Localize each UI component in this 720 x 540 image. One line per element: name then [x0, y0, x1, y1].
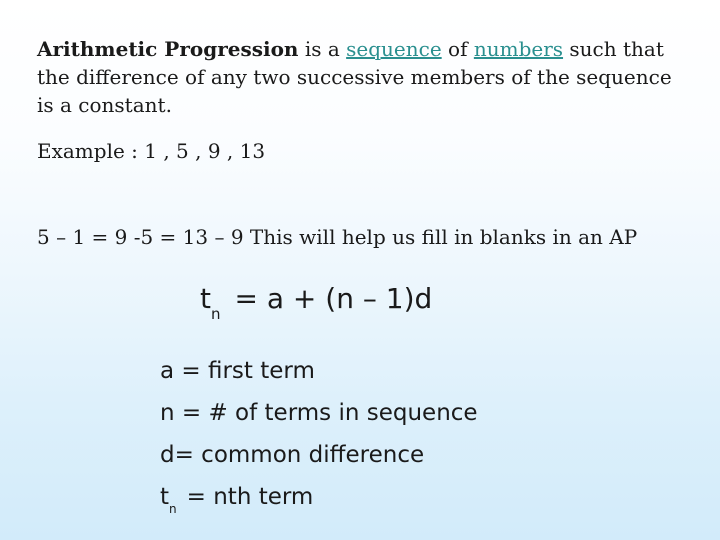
variable-definitions: [160, 350, 478, 521]
variable-tn-definition: [160, 476, 478, 521]
definition-text-3: such that the difference of any two successive members of the sequence is a constant.: [37, 37, 672, 117]
variable-base: t: [160, 484, 170, 510]
variable-n-definition: [160, 392, 478, 434]
difference-note: This will help us fill in blanks in an AP: [249, 225, 638, 249]
formula-rhs: = a + (n – 1)d: [234, 282, 433, 315]
variable-subscript: n: [169, 502, 177, 516]
sequence-link[interactable]: sequence: [346, 37, 442, 61]
variable-a-definition: [160, 350, 478, 392]
formula-lhs-base: t: [200, 282, 211, 315]
definition-text-1: is a: [298, 37, 347, 61]
definition-paragraph: [37, 35, 687, 119]
variable-label: d= common difference: [160, 442, 425, 468]
variable-label: a = first term: [160, 358, 315, 384]
variable-d-definition: [160, 434, 478, 476]
variable-label: = nth term: [186, 484, 314, 510]
difference-equation: 5 – 1 = 9 -5 = 13 – 9: [37, 225, 244, 249]
nth-term-formula: [200, 282, 433, 323]
variable-label: n = # of terms in sequence: [160, 400, 478, 426]
difference-line: [37, 223, 707, 251]
example-text: Example : 1 , 5 , 9 , 13: [37, 139, 266, 163]
example-line: [37, 137, 687, 165]
formula-lhs-subscript: n: [210, 305, 221, 323]
definition-text-2: of: [441, 37, 474, 61]
definition-term: Arithmetic Progression: [37, 37, 299, 61]
numbers-link[interactable]: numbers: [473, 37, 564, 61]
